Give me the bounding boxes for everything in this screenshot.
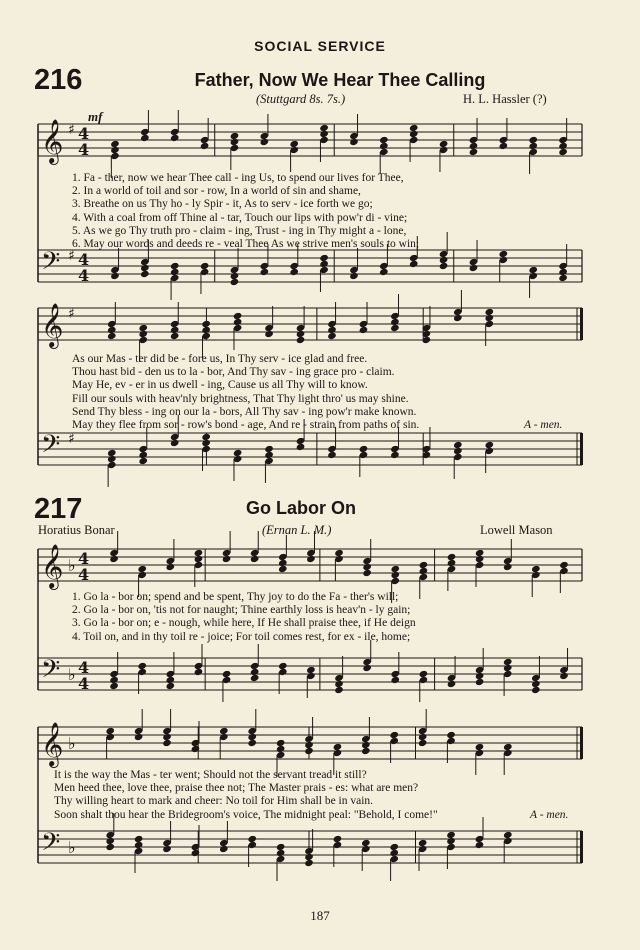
note-head — [503, 563, 513, 571]
note-head — [390, 451, 400, 459]
note-head — [418, 739, 428, 747]
note-head — [110, 272, 120, 280]
note-head — [362, 664, 372, 672]
note-head — [475, 678, 485, 686]
final-barline — [580, 727, 583, 759]
note-head — [166, 563, 176, 571]
page-number: 187 — [310, 908, 330, 923]
time-signature: 4 — [78, 124, 90, 143]
note-head — [296, 443, 306, 451]
bass-clef-icon: 𝄢 — [41, 828, 61, 863]
note-head — [191, 849, 201, 857]
note-head — [327, 451, 337, 459]
note-head — [469, 148, 479, 156]
note-head — [558, 274, 568, 282]
note-head — [140, 134, 150, 142]
note-head — [327, 332, 337, 340]
time-signature: 4 — [78, 549, 90, 568]
flat-icon: ♭ — [68, 734, 76, 753]
final-barline — [580, 433, 583, 465]
time-signature: 4 — [78, 565, 90, 584]
note-head — [362, 569, 372, 577]
time-signature: 4 — [78, 140, 90, 159]
note-head — [166, 682, 176, 690]
note-head — [390, 676, 400, 684]
note-head — [447, 680, 457, 688]
verses-line-1: 1. Go la - bor on; spend and be spent, Thy joy to do the Fa - ther's will; 2. Go la - bor on, 'tis not for naught; Thine earthly loss is heav'n - ly gain; 3. Go la - bor on; e - nough, while here, If He shall praise thee, if He deign 4. Toil on, and in thy toil re - joice; For toil comes rest, for ex - ile, home; — [72, 591, 416, 643]
note-head — [250, 555, 260, 563]
note-head — [296, 336, 306, 344]
note-head — [140, 270, 150, 278]
note-head — [194, 668, 204, 676]
tune-name: (Stuttgard 8s. 7s.) — [256, 92, 346, 106]
time-signature: 4 — [78, 658, 90, 677]
note-head — [138, 457, 148, 465]
sharp-icon: ♯ — [68, 122, 75, 138]
dynamic-marking: mf — [88, 109, 103, 124]
note-head — [134, 733, 144, 741]
sharp-icon: ♯ — [68, 306, 75, 322]
note-head — [200, 142, 210, 150]
note-head — [260, 138, 270, 146]
flat-icon: ♭ — [68, 556, 76, 575]
note-head — [222, 555, 232, 563]
note-head — [409, 260, 419, 268]
tune-name: (Ernan L. M.) — [262, 523, 332, 537]
treble-clef-icon: 𝄞 — [41, 544, 64, 588]
note-head — [162, 739, 172, 747]
note-head — [109, 682, 119, 690]
note-head — [469, 264, 479, 272]
note-head — [264, 330, 274, 338]
sharp-icon: ♯ — [68, 248, 75, 264]
hymn-title: Go Labor On — [246, 498, 356, 518]
note-head — [306, 555, 316, 563]
treble-clef-icon: 𝄞 — [41, 722, 64, 766]
note-head — [219, 845, 229, 853]
note-head — [379, 268, 389, 276]
time-signature: 4 — [78, 250, 90, 269]
bass-clef-icon: 𝄢 — [41, 655, 61, 690]
section-header: SOCIAL SERVICE — [254, 38, 386, 54]
author: Horatius Bonar — [38, 523, 115, 537]
note-head — [170, 439, 180, 447]
note-head — [260, 268, 270, 276]
note-head — [162, 845, 172, 853]
note-head — [439, 262, 449, 270]
amen: A - men. — [530, 809, 569, 821]
flat-icon: ♭ — [68, 665, 76, 684]
note-head — [250, 674, 260, 682]
final-barline — [580, 831, 583, 863]
note-head — [278, 565, 288, 573]
note-head — [230, 278, 240, 286]
composer: Lowell Mason — [480, 523, 553, 537]
note-head — [390, 324, 400, 332]
note-head — [558, 148, 568, 156]
sharp-icon: ♯ — [68, 431, 75, 447]
note-head — [334, 686, 344, 694]
time-signature: 4 — [78, 674, 90, 693]
treble-clef-icon: 𝄞 — [41, 119, 64, 163]
note-head — [359, 326, 369, 334]
treble-clef-icon: 𝄞 — [41, 303, 64, 347]
hymn-number: 217 — [34, 493, 83, 525]
verses-line-2: As our Mas - ter did be - fore us, In Thy serv - ice glad and free. Thou hast bid - den us to la - bor, And Thy sav - ing grace pro - claim. May He, ev - er in us dwell - ing, Cause us all Thy will to know. Fill our souls with heav'nly brightness, That Thy light thro' us may shine. Send Thy bless - ing on our la - bors, All Thy sav - ing pow'r make known. May they flee from sor - row's bond - age, And re - strain from paths of sin. — [72, 353, 420, 431]
composer: H. L. Hassler (?) — [463, 92, 547, 106]
note-head — [107, 332, 117, 340]
note-head — [109, 555, 119, 563]
hymn-title: Father, Now We Hear Thee Calling — [194, 70, 486, 90]
note-head — [105, 843, 115, 851]
time-signature: 4 — [78, 266, 90, 285]
note-head — [349, 138, 359, 146]
note-head — [170, 134, 180, 142]
note-head — [559, 672, 569, 680]
note-head — [453, 314, 463, 322]
flat-icon: ♭ — [68, 838, 76, 857]
verses-line-2: It is the way the Mas - ter went; Should not the servant tread it still? Men heed thee, love thee, praise thee not; The Master prais - es: what are men? Thy willing heart to mark and cheer: No toil for Him shall be in vain. Soon shalt thou hear the Bridegroom's voice, The midnight peal: "Behold, I come!" — [54, 769, 438, 821]
bass-clef-icon: 𝄢 — [41, 247, 61, 282]
verses-line-1: 1. Fa - ther, now we hear Thee call - ing Us, to spend our lives for Thee, 2. In a world of toil and sor - row, In a world of sin and shame, 3. Breathe on us Thy ho - ly Spir - it, As to serv - ice forth we go; 4. With a coal from off Thine al - tar, Touch our lips with pow'r di - vine; 5. As we go Thy truth pro - claim - ing, Trust - ing in Thy might a - lone, 6. May our words and deeds re - veal Thee As we strive men's souls to win; — [72, 172, 420, 250]
note-head — [349, 272, 359, 280]
hymn-number: 216 — [34, 64, 83, 96]
note-head — [247, 739, 257, 747]
note-head — [289, 268, 299, 276]
note-head — [475, 841, 485, 849]
amen: A - men. — [524, 419, 563, 431]
note-head — [499, 142, 509, 150]
bass-clef-icon: 𝄢 — [41, 430, 61, 465]
note-head — [531, 686, 541, 694]
note-head — [191, 745, 201, 753]
final-barline — [580, 308, 583, 340]
note-head — [361, 747, 371, 755]
note-head — [170, 332, 180, 340]
